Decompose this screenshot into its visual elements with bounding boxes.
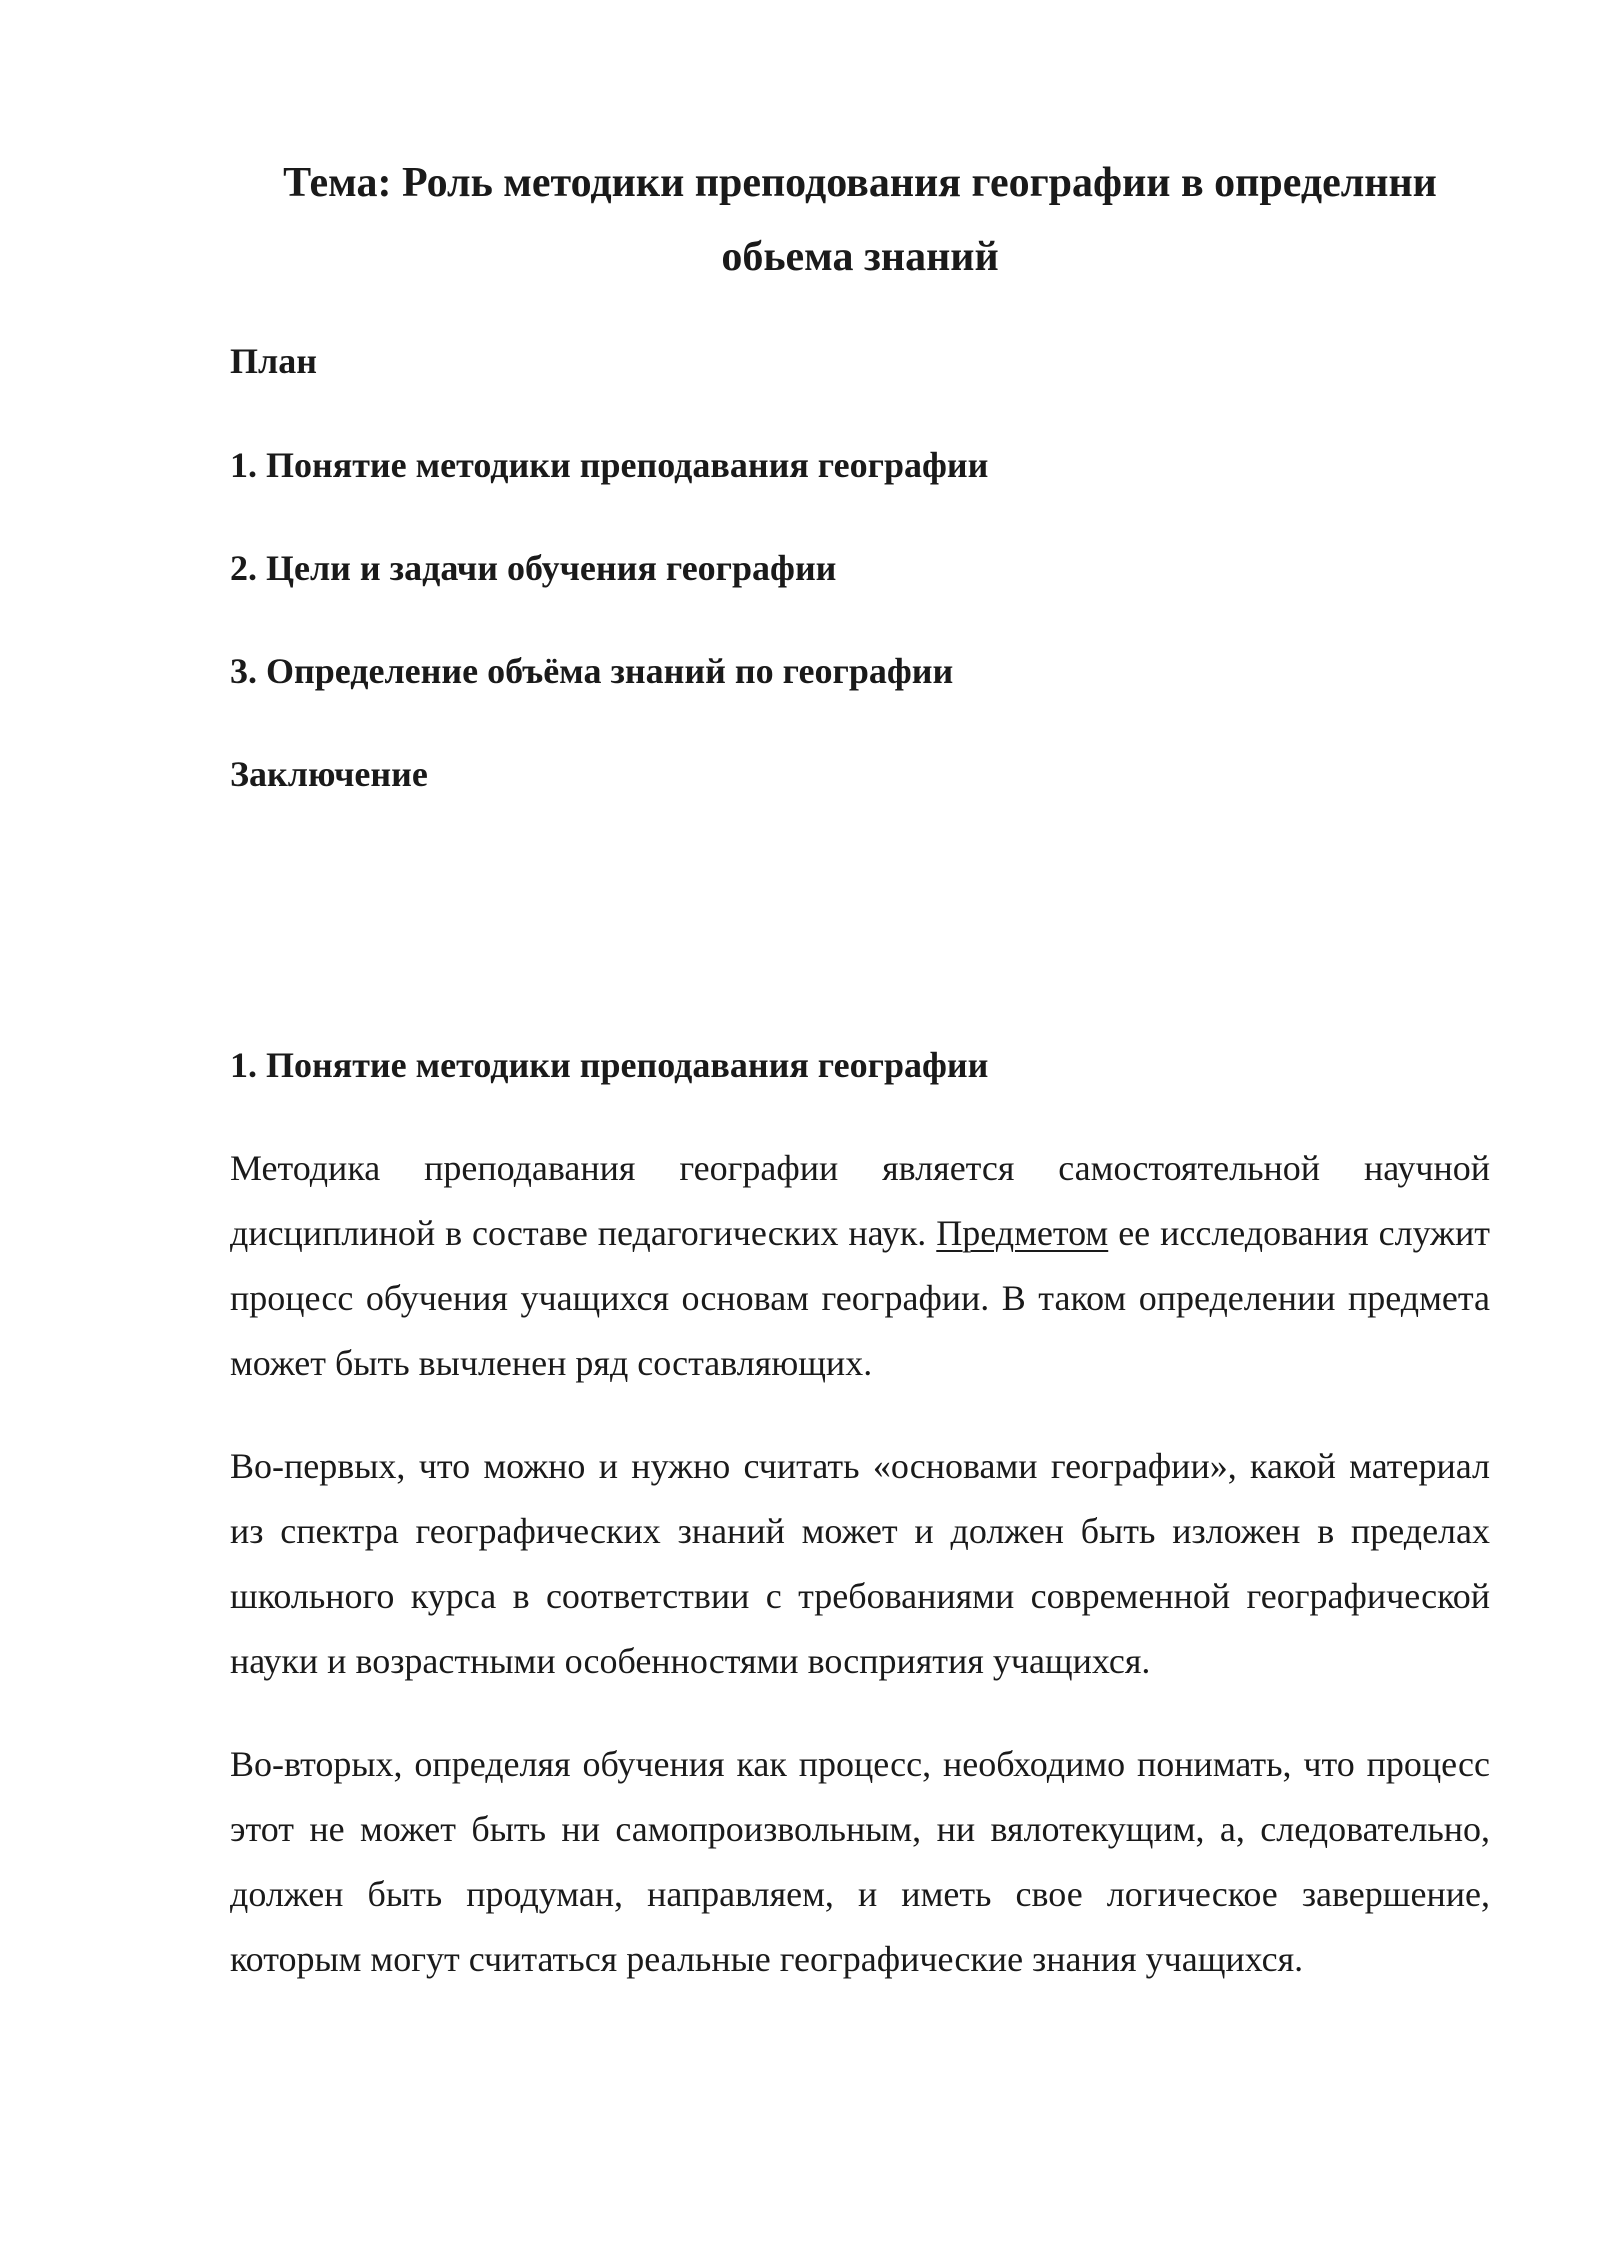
section-1-paragraph-1 bbox=[230, 1136, 1490, 1396]
paragraph-1-text-start: Методика преподавания географии является самостоятельной научной дисциплиной в составе педагогических наук. bbox=[230, 1148, 1490, 1253]
plan-item-3: 3. Определение объёма знаний по географии bbox=[230, 651, 954, 691]
plan-heading: План bbox=[230, 341, 317, 381]
document-title: Тема: Роль методики преподования географии в определнни обьема знаний bbox=[283, 160, 1437, 280]
section-1-heading: 1. Понятие методики преподавания географии bbox=[230, 1045, 989, 1085]
predmetom-link[interactable]: Предметом bbox=[936, 1213, 1109, 1253]
plan-item-1: 1. Понятие методики преподавания географии bbox=[230, 445, 989, 485]
plan-item-2: 2. Цели и задачи обучения географии bbox=[230, 548, 837, 588]
section-1-paragraph-2: Во-первых, что можно и нужно считать «основами географии», какой материал из спектра географических знаний может и должен быть изложен в пределах школьного курса в соответствии с требованиями современной географической науки и возрастными особенностями восприятия учащихся. bbox=[230, 1446, 1490, 1681]
section-1-paragraph-3: Во-вторых, определяя обучения как процесс, необходимо понимать, что процесс этот не может быть ни самопроизвольным, ни вялотекущим, а, следовательно, должен быть продуман, направляем, и иметь свое логическое завершение, которым могут считаться реальные географические знания учащихся. bbox=[230, 1744, 1490, 1979]
plan-item-conclusion: Заключение bbox=[230, 754, 428, 794]
paragraph-1-text-end: ее исследования служит процесс обучения учащихся основам географии. В таком определении предмета может быть вычленен ряд составляющих. bbox=[230, 1213, 1491, 1383]
